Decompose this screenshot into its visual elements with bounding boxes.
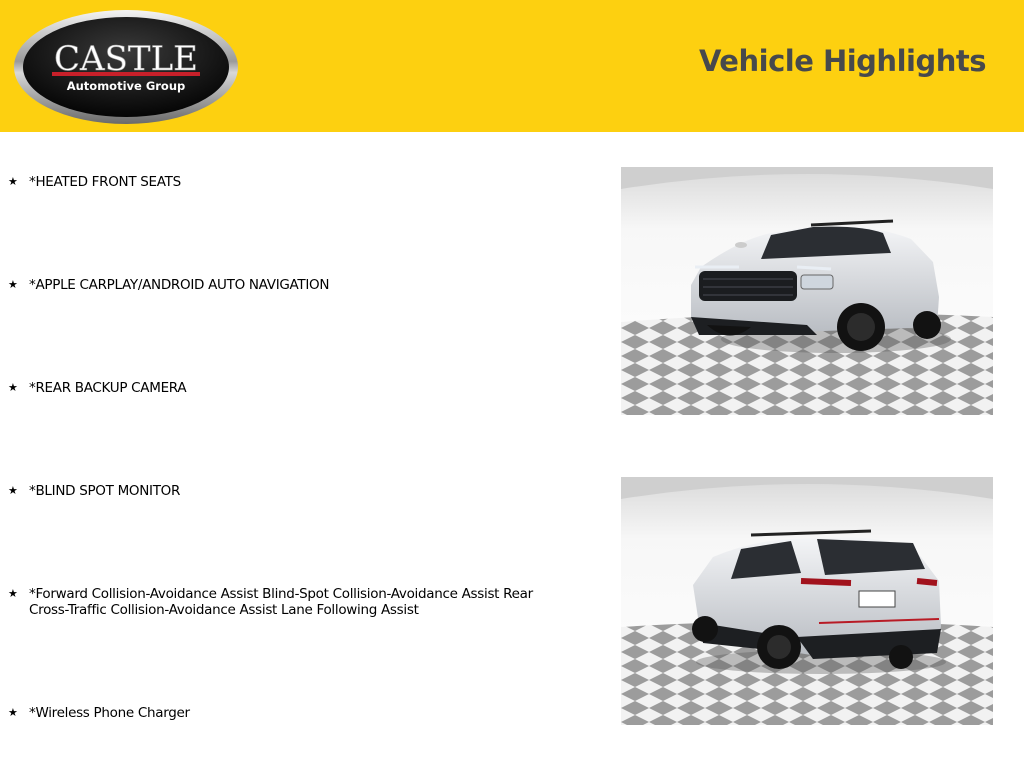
star-icon: ★: [8, 278, 18, 291]
vehicle-photo-rear[interactable]: [621, 477, 993, 725]
feature-text: *Wireless Phone Charger: [29, 705, 190, 721]
feature-text: *APPLE CARPLAY/ANDROID AUTO NAVIGATION: [29, 277, 330, 293]
star-icon: ★: [8, 381, 18, 394]
feature-text: *REAR BACKUP CAMERA: [29, 380, 187, 396]
page-title: Vehicle Highlights: [698, 44, 986, 78]
header-banner: [0, 0, 1024, 132]
castle-logo: [12, 8, 240, 126]
logo-main-text: CASTLE: [54, 39, 198, 79]
star-icon: ★: [8, 587, 18, 600]
star-icon: ★: [8, 484, 18, 497]
star-icon: ★: [8, 706, 18, 719]
logo-sub-text: Automotive Group: [66, 79, 186, 93]
feature-text: *Forward Collision-Avoidance Assist Blind-Spot Collision-Avoidance Assist Rear Cross-Traffic Collision-Avoidance Assist Lane Following Assist: [29, 586, 533, 618]
feature-text: *BLIND SPOT MONITOR: [29, 483, 181, 499]
front-view-image: [621, 167, 993, 415]
rear-view-image: [621, 477, 993, 725]
vehicle-photo-front[interactable]: [621, 167, 993, 415]
star-icon: ★: [8, 175, 18, 188]
feature-text: *HEATED FRONT SEATS: [29, 174, 181, 190]
